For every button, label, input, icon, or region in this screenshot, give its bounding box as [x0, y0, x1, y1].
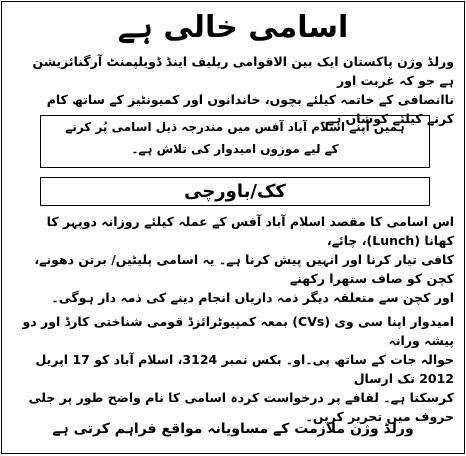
intro-line: ناانصافی کے خاتمہ کیلئے بچوں، خاندانوں اور کمیونٹیز کے ساتھ کام کرنے کیلئے کوشاں ہے۔	[46, 92, 454, 126]
requirement-line: ہمیں اپنے اسلام آباد آفس میں مندرجہ ذیل اسامی پُر کرنے	[65, 120, 405, 134]
duties-line: اور کچن سے متعلقہ دیگر ذمہ داریاں انجام دینے کی ذمہ دار ہوگی۔	[51, 290, 454, 305]
job-duties	[16, 212, 454, 307]
apply-line: حوالہ جات کے ساتھ پی۔او۔ بکس نمبر 3124، اسلام آباد کو 17 اپریل 2012 تک ارسال	[35, 352, 454, 386]
position-title-box	[40, 177, 430, 206]
apply-line: کرسکتا ہے۔ لفافے پر درخواست کردہ اسامی کا نام واضح طور پر جلی حروف میں تحریر کریں۔	[28, 390, 454, 424]
duties-line: اس اسامی کا مقصد اسلام آباد آفس کے عملہ کیلئے روزانہ دوپہر کا کھانا (Lunch)، چائے،	[46, 214, 454, 248]
apply-line: امیدوار اپنا سی وی (CVs) بمعہ کمپیوٹرائزڈ قومی شناختی کارڈ اور دو پیشہ ورانہ	[22, 314, 454, 348]
requirement-line: کے لیے موزوں امیدوار کی تلاش ہے۔	[131, 142, 339, 156]
application-instructions	[16, 312, 454, 426]
ad-title: اسامی خالی ہے	[117, 10, 349, 45]
intro-line: ورلڈ وژن پاکستان ایک بین الاقوامی ریلیف اینڈ ڈویلپمنٹ آرگنائزیشن ہے جو کہ غربت اور	[32, 54, 454, 88]
job-advertisement	[1, 1, 465, 454]
duties-line: کافی تیار کرنا اور انہیں پیش کرنا ہے۔ یہ اسامی پلیٹیں/ برتن دھونے، کچن کو صاف ستھرا رکھنے	[34, 252, 454, 286]
equal-opportunity-statement: ورلڈ وژن ملازمت کے مساویانہ مواقع فراہم کرتی ہے	[52, 421, 414, 437]
position-title: کک/باورچی	[184, 181, 286, 202]
requirement-box	[40, 115, 430, 168]
